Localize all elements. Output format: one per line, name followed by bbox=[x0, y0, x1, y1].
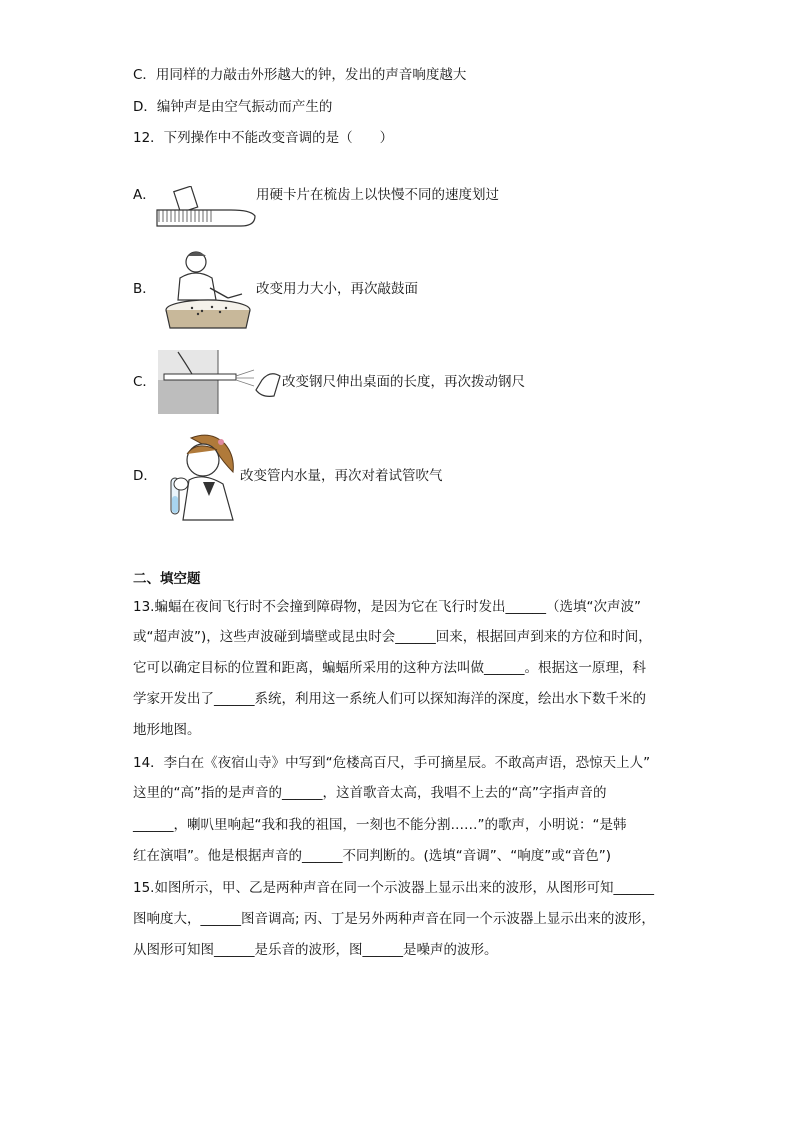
option-a-letter: A． bbox=[133, 187, 156, 203]
option-d-text: 改变管内水量，再次对着试管吹气 bbox=[240, 468, 443, 484]
option-d-q11: D．编钟声是由空气振动而产生的 bbox=[133, 99, 333, 115]
q13-line-2: 或“超声波”)，这些声波碰到墙壁或昆虫时会______回来，根据回声到来的方位和时间， bbox=[133, 629, 652, 645]
option-b-letter: B． bbox=[133, 281, 156, 297]
q14-line-4: 红在演唱”。他是根据声音的______不同判断的。(选填“音调”、“响度”或“音色”) bbox=[133, 848, 611, 864]
girl-test-tube-icon bbox=[163, 432, 241, 522]
q15-line-2: 图响度大，______图音调高; 丙、丁是另外两种声音在同一个示波器上显示出来的波形， bbox=[133, 911, 655, 927]
option-c-q11: C．用同样的力敲击外形越大的钟，发出的声音响度越大 bbox=[133, 67, 467, 83]
q15-line-1: 15.如图所示，甲、乙是两种声音在同一个示波器上显示出来的波形，从图形可知______ bbox=[133, 880, 654, 896]
question-12-stem: 12．下列操作中不能改变音调的是（ ） bbox=[133, 130, 394, 146]
q14-line-1: 14．李白在《夜宿山寺》中写到“危楼高百尺，手可摘星辰。不敢高声语，恐惊天上人” bbox=[133, 755, 651, 771]
option-c-letter: C． bbox=[133, 374, 156, 390]
q13-line-4: 学家开发出了______系统，利用这一系统人们可以探知海洋的深度，绘出水下数千米的 bbox=[133, 691, 646, 707]
q13-line-3: 它可以确定目标的位置和距离，蝙蝠所采用的这种方法叫做______。根据这一原理，科 bbox=[133, 660, 646, 676]
q14-line-3: ______，喇叭里响起“我和我的祖国，一刻也不能分割……”的歌声，小明说：“是韩 bbox=[133, 817, 627, 833]
option-c-text: 改变钢尺伸出桌面的长度，再次拨动钢尺 bbox=[282, 374, 525, 390]
option-a-text: 用硬卡片在梳齿上以快慢不同的速度划过 bbox=[256, 187, 499, 203]
ruler-desk-icon bbox=[158, 350, 282, 414]
q13-line-1: 13.蝙蝠在夜间飞行时不会撞到障碍物，是因为它在飞行时发出______（选填“次声波” bbox=[133, 599, 641, 615]
drummer-icon bbox=[162, 248, 256, 332]
option-d-letter: D． bbox=[133, 468, 157, 484]
section-title: 二、填空题 bbox=[133, 571, 201, 587]
q14-line-2: 这里的“高”指的是声音的______，这首歌音太高，我唱不上去的“高”字指声音的 bbox=[133, 785, 607, 801]
option-b-text: 改变用力大小，再次敲鼓面 bbox=[256, 281, 418, 297]
comb-card-icon bbox=[155, 186, 257, 230]
q13-line-5: 地形地图。 bbox=[133, 722, 201, 738]
q15-line-3: 从图形可知图______是乐音的波形，图______是噪声的波形。 bbox=[133, 942, 498, 958]
